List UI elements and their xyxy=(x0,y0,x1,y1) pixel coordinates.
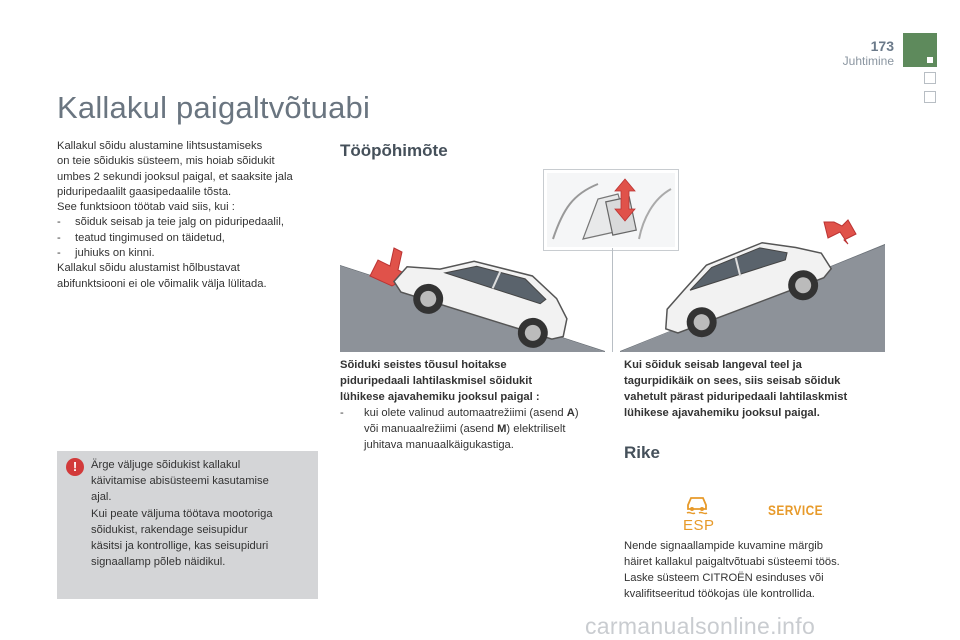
mode-m-label: M xyxy=(497,423,507,435)
mode-a-label: A xyxy=(566,407,575,419)
illustration-divider xyxy=(612,248,613,352)
warning-line: käivitamise abisüsteemi kasutamise xyxy=(91,475,269,488)
esp-car-icon xyxy=(684,493,710,515)
downhill-caption xyxy=(624,357,884,421)
caption-line: piduripedaali lahtilaskmisel sõidukit xyxy=(340,375,533,387)
intro-bullet-text: teatud tingimused on täidetud, xyxy=(75,231,225,244)
fault-line: häiret kallakul paigaltvõtuabi süsteemi töös. xyxy=(624,556,840,568)
bullet-text: või manuaalrežiimi (asend xyxy=(364,423,498,435)
intro-bullet-text: sõiduk seisab ja teie jalg on piduripedaalil, xyxy=(75,216,284,229)
bullet-dash: - xyxy=(57,231,61,244)
fault-text xyxy=(624,538,886,602)
esp-indicator-label: ESP xyxy=(683,517,715,534)
chapter-tab-active[interactable] xyxy=(903,33,937,67)
intro-bullet xyxy=(57,246,323,261)
caption-line: Kui sõiduk seisab langeval teel ja xyxy=(624,359,802,371)
warning-line: käsitsi ja kontrollige, kas seisupiduri xyxy=(91,540,269,553)
intro-bullet xyxy=(57,215,323,230)
watermark: carmanualsonline.info xyxy=(585,613,816,639)
fault-line: Nende signaallampide kuvamine märgib xyxy=(624,540,823,552)
warning-line: signaallamp põleb näidikul. xyxy=(91,556,226,569)
intro-text xyxy=(57,139,323,292)
intro-line: See funktsioon töötab vaid siis, kui : xyxy=(57,201,235,214)
chapter-label: Juhtimine xyxy=(842,54,894,68)
caption-line: lühikese ajavahemiku jooksul paigal. xyxy=(624,407,820,419)
section-heading-principle: Tööpõhimõte xyxy=(340,141,448,160)
intro-line: abifunktsiooni ei ole võimalik välja lülitada. xyxy=(57,277,267,290)
caption-bullet xyxy=(340,405,602,453)
intro-line: Kallakul sõidu alustamine lihtsustamiseks xyxy=(57,140,263,152)
tab-square-icon xyxy=(927,57,933,63)
service-indicator: SERVICE xyxy=(768,502,824,518)
section-heading-fault: Rike xyxy=(624,443,660,462)
chapter-tab[interactable] xyxy=(924,72,936,84)
warning-line: Kui peate väljuma töötava mootoriga xyxy=(91,507,273,520)
bullet-text: juhitava manuaalkäigukastiga. xyxy=(364,439,514,451)
downhill-car-illustration xyxy=(620,200,885,352)
uphill-caption xyxy=(340,357,602,453)
fault-line: Laske süsteem CITROËN esinduses või xyxy=(624,572,824,584)
bullet-dash: - xyxy=(340,407,344,419)
bullet-text: ) xyxy=(574,407,579,419)
bullet-dash: - xyxy=(57,216,61,229)
page-number: 173 xyxy=(870,38,894,54)
warning-line: sõidukist, rakendage seisupidur xyxy=(91,523,248,536)
intro-bullet-text: juhiuks on kinni. xyxy=(75,247,155,260)
chapter-tab[interactable] xyxy=(924,91,936,103)
warning-line: ajal. xyxy=(91,491,112,504)
intro-line: umbes 2 sekundi jooksul paigal, et saaksite jala xyxy=(57,170,293,183)
intro-line: on teie sõidukis süsteem, mis hoiab sõidukit xyxy=(57,155,275,168)
fault-line: kvalifitseeritud töökojas üle kontrollida. xyxy=(624,588,815,600)
warning-text xyxy=(91,457,311,570)
page-title: Kallakul paigaltvõtuabi xyxy=(57,90,371,125)
warning-line: Ärge väljuge sõidukist kallakul xyxy=(91,459,241,471)
caption-line: vahetult pärast piduripedaali lahtilaskmist xyxy=(624,391,848,403)
intro-bullet xyxy=(57,231,323,246)
intro-line: piduripedaalilt gaasipedaalile tõsta. xyxy=(57,185,232,198)
caption-line: tagurpidikäik on sees, siis seisab sõiduk xyxy=(624,375,841,387)
bullet-dash: - xyxy=(57,247,61,260)
caption-line: lühikese ajavahemiku jooksul paigal : xyxy=(340,391,540,403)
bullet-text: kui olete valinud automaatrežiimi (asend xyxy=(364,407,567,419)
intro-line: Kallakul sõidu alustamist hõlbustavat xyxy=(57,262,240,275)
bullet-text: ) elektriliselt xyxy=(506,423,566,435)
exclamation-icon: ! xyxy=(66,458,84,476)
caption-line: Sõiduki seistes tõusul hoitakse xyxy=(340,359,507,371)
